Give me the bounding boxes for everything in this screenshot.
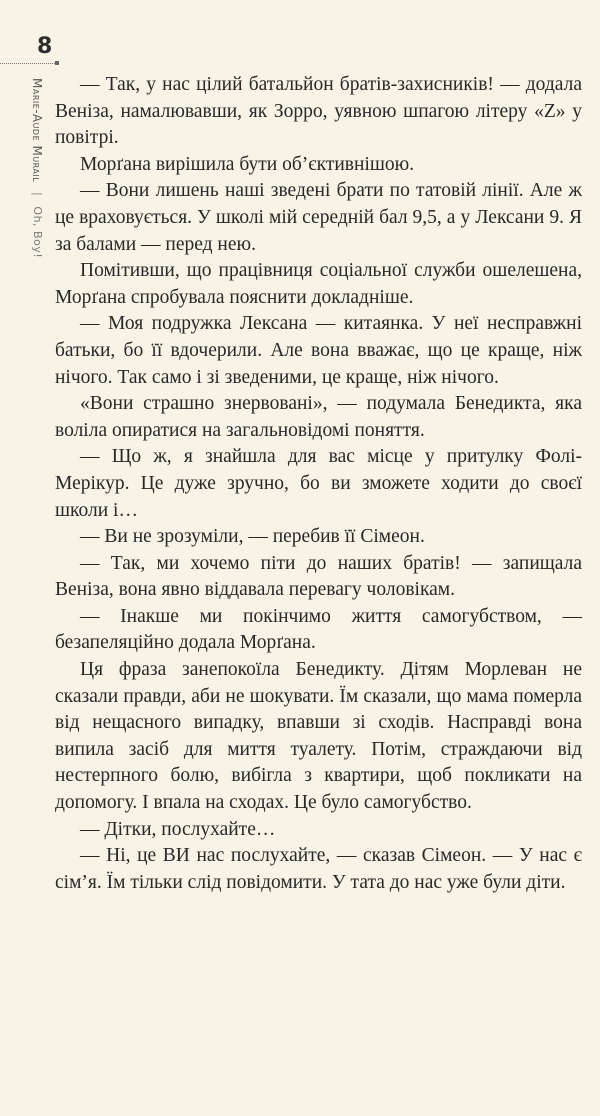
paragraph: — Так, ми хочемо піти до наших братів! — запищала Веніза, вона явно віддавала перевагу чоловікам. (55, 552, 582, 601)
paragraph: «Вони страшно знервовані», — подумала Бенедикта, яка воліла опиратися на загальновідомі поняття. (55, 393, 582, 441)
running-head (30, 78, 44, 258)
paragraph: — Так, у нас цілий батальйон братів-захисників! — додала Веніза, намалювавши, як Зорро, уявною шпагою літеру «Z» у повітрі. (55, 74, 582, 149)
running-head-author: Marie-Aude Murail (30, 78, 44, 183)
header-rule (0, 63, 55, 64)
paragraph: — Ви не зрозуміли, — перебив її Сімеон. (80, 526, 425, 548)
paragraph: Морґана вирішила бути об’єктивнішою. (80, 153, 415, 175)
body-text (55, 72, 582, 896)
paragraph: — Що ж, я знайшла для вас місце у притулку Фолі-Мерікур. Це дуже зручно, бо ви зможете ходити до своєї школи і… (55, 446, 582, 521)
running-head-title: Oh, Boy! (31, 206, 44, 259)
header-rule-marker (55, 61, 59, 65)
page-number: 8 (37, 34, 53, 59)
paragraph: Ця фраза занепокоїла Бенедикту. Дітям Морлеван не сказали правди, аби не шокувати. Їм сказали, що мама померла від нещасного випадку, впавши зі сходів. Насправді вона випила засіб для миття туалету. Потім, страждаючи від нестерпного болю, вибігла з квартири, щоб покликати на допомогу. І впала на сходах. Це було самогубство. (55, 659, 582, 814)
paragraph: Помітивши, що працівниця соціальної служби ошелешена, Морґана спробувала пояснити докладніше. (55, 260, 582, 308)
paragraph: — Дітки, послухайте… (80, 818, 276, 840)
paragraph: — Моя подружка Лексана — китаянка. У неї несправжні батьки, бо її вдочерили. Але вона вважає, що це краще, ніж нічого. Так само і зі зведеними, це краще, ніж нічого. (55, 313, 582, 388)
paragraph: — Інакше ми покінчимо життя самогубством, — безапеляційно додала Морґана. (55, 605, 582, 654)
running-head-separator: | (31, 192, 44, 197)
paragraph: — Вони лишень наші зведені брати по татовій лінії. Але ж це враховується. У школі мій середній бал 9,5, а у Лексани 9. Я за балами — перед нею. (55, 180, 582, 255)
paragraph: — Ні, це ВИ нас послухайте, — сказав Сімеон. — У нас є сім’я. Їм тільки слід повідомити. У тата до нас уже були діти. (55, 845, 582, 893)
